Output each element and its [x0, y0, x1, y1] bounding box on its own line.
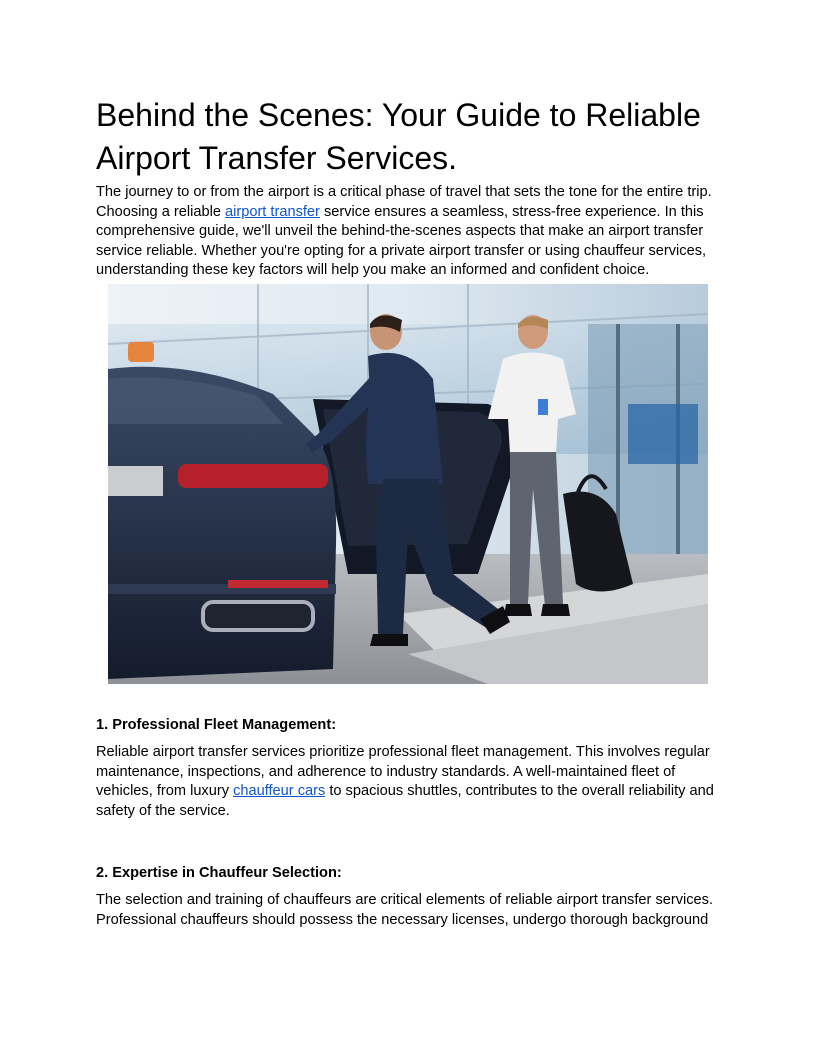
intro-text-end: service ensures a seamless, stress-free experience. In this comprehensive guide, we'll unveil the behind-the-scenes aspects that make an airport transfer service reliable. Whether you're opting for a private airport transfer or using chauffeur services, understanding these key factors will help you make an informed and confident choice. — [96, 203, 707, 278]
section-heading-chauffeur: 2. Expertise in Chauffeur Selection: — [96, 865, 342, 881]
chauffeur-paragraph: The selection and training of chauffeurs are critical elements of reliable airport transfer services. Professional chauffeurs should possess the necessary licenses, undergo thorough background — [96, 892, 714, 928]
section-heading-fleet: 1. Professional Fleet Management: — [96, 717, 337, 733]
intro-text-start: The journey to or from the airport is a critical phase of travel that sets the tone for the entire trip. Choosing a reliable — [96, 184, 712, 220]
intro-paragraph — [96, 183, 726, 281]
fleet-text-start: Reliable airport transfer services prioritize professional fleet management. This involves regular maintenance, inspections, and adherence to industry standards. A well-maintained fleet of vehicles, from luxury — [96, 744, 710, 799]
page-title: Behind the Scenes: Your Guide to Reliable Airport Transfer Services. — [96, 97, 701, 176]
chauffeur-cars-link[interactable]: chauffeur cars — [233, 783, 326, 799]
airport-chauffeur-photo — [108, 284, 708, 684]
fleet-paragraph — [96, 743, 726, 821]
fleet-text-end: to spacious shuttles, contributes to the overall reliability and safety of the service. — [96, 783, 714, 819]
airport-transfer-link[interactable]: airport transfer — [225, 203, 320, 220]
